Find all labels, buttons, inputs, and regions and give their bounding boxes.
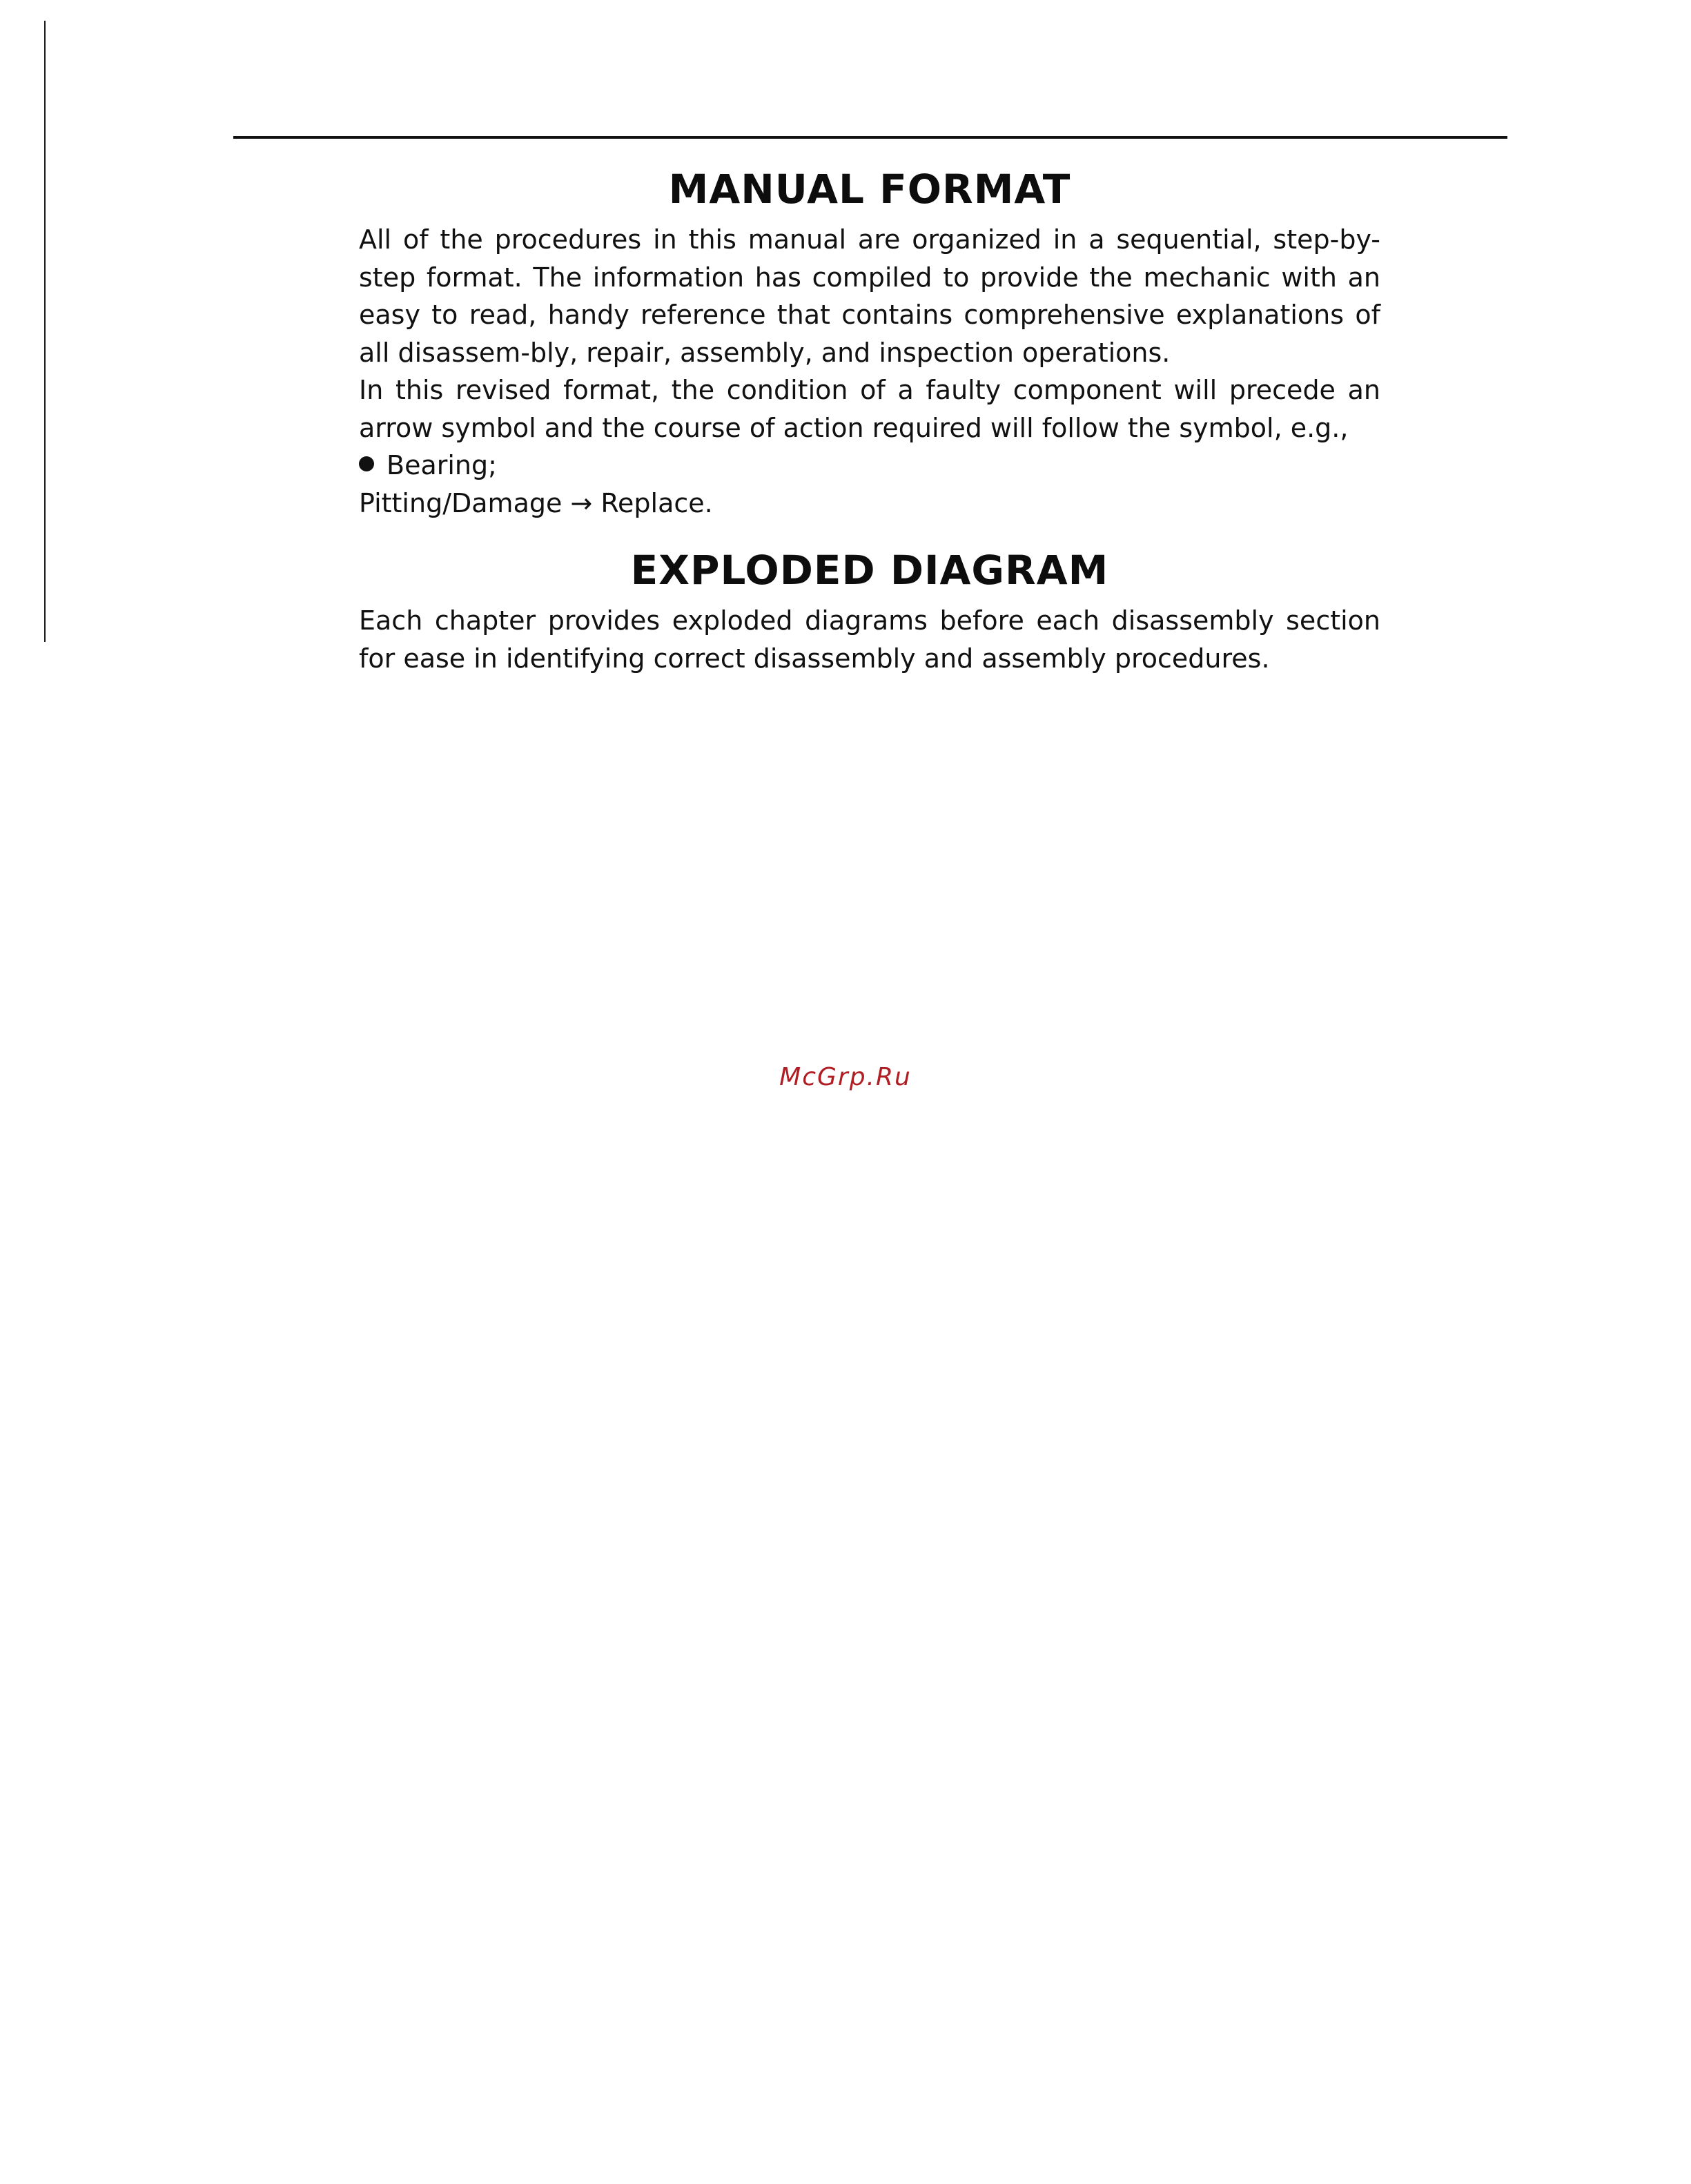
binding-edge-line xyxy=(44,21,46,642)
exploded-diagram-heading: EXPLODED DIAGRAM xyxy=(630,547,1109,594)
exploded-diagram-section xyxy=(359,538,1380,677)
exploded-diagram-paragraph: Each chapter provides exploded diagrams before each disassembly section for ease in identifying correct disassembly and assembly procedures. xyxy=(359,605,1380,674)
manual-format-paragraph-1: All of the procedures in this manual are organized in a sequential, step-by-step format. The information has compiled to provide the mechanic with an easy to read, handy reference that contains comprehensive explanations of all disassem-bly, repair, assembly, and inspection operations. xyxy=(359,224,1380,368)
page-content xyxy=(359,157,1380,677)
bullet-icon xyxy=(359,456,374,471)
header-rule xyxy=(233,136,1507,139)
example-bullet-text: Bearing; xyxy=(387,450,497,480)
manual-format-section xyxy=(359,157,1380,522)
example-action-line: Pitting/Damage → Replace. xyxy=(359,487,713,518)
manual-format-paragraph-2: In this revised format, the condition of a faulty component will precede an arrow symbol and the course of action required will follow the symbol, e.g., xyxy=(359,375,1380,443)
manual-format-heading: MANUAL FORMAT xyxy=(668,166,1071,213)
example-bullet-line xyxy=(359,447,1380,485)
watermark-text: McGrp.Ru xyxy=(779,1063,912,1091)
